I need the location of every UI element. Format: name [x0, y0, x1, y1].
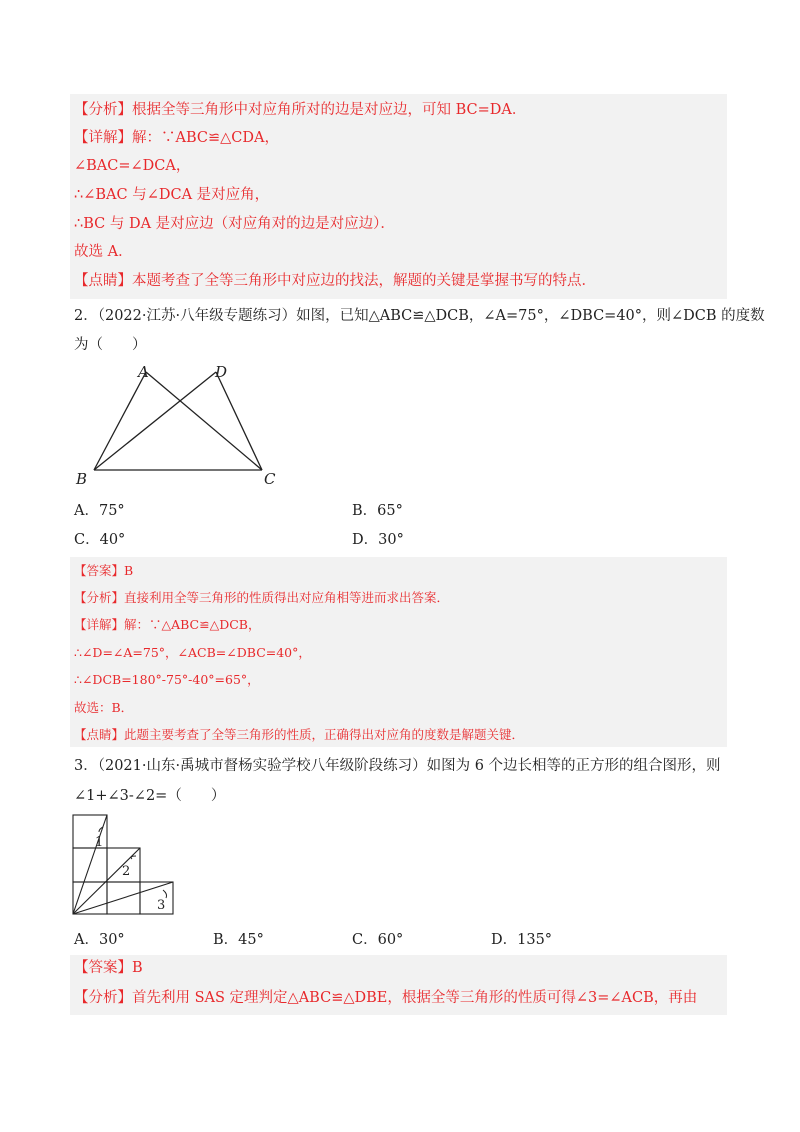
q3-squares-figure — [70, 812, 180, 917]
arc-2 — [131, 856, 136, 859]
label-D: D — [215, 363, 228, 381]
line-BA — [94, 372, 146, 470]
line-BD — [94, 372, 216, 470]
q3-stem-line2: ∠1+∠3-∠2=（ ） — [74, 788, 226, 804]
q2-triangle-figure — [70, 360, 290, 490]
angle-label-2: 2 — [122, 864, 131, 879]
q2-option-d: D．30° — [352, 532, 404, 548]
q2-step1: ∴∠D=∠A=75°，∠ACB=∠DBC=40°， — [74, 645, 311, 660]
label-C: C — [264, 470, 276, 488]
label-A: A — [138, 363, 149, 381]
q1-comment: 【点睛】本题考查了全等三角形中对应边的找法，解题的关键是掌握书写的特点． — [74, 273, 596, 289]
q2-analysis: 【分析】直接利用全等三角形的性质得出对应角相等进而求出答案． — [74, 590, 450, 605]
q3-option-b: B．45° — [213, 932, 264, 948]
q1-choice: 故选 A． — [74, 244, 133, 260]
q3-analysis: 【分析】首先利用 SAS 定理判定△ABC≌△DBE，根据全等三角形的性质可得∠3=∠ACB，再由 — [74, 990, 698, 1006]
angle-label-3: 3 — [157, 898, 166, 913]
label-B: B — [76, 470, 88, 488]
line-AC — [146, 372, 262, 470]
ray-1 — [73, 815, 107, 914]
q1-step1: ∠BAC=∠DCA， — [74, 158, 191, 174]
q3-option-c: C．60° — [352, 932, 404, 948]
arc-3 — [163, 890, 167, 898]
q2-stem-line1: 2．（2022·江苏·八年级专题练习）如图，已知△ABC≌△DCB，∠A=75°，∠DBC=40°，则∠DCB 的度数 — [74, 308, 765, 324]
q2-option-a: A．75° — [74, 503, 125, 519]
line-DC — [216, 372, 262, 470]
q2-detail: 【详解】解：∵△ABC≌△DCB， — [74, 617, 261, 632]
q3-option-d: D．135° — [491, 932, 553, 948]
q2-stem-line2: 为（ ） — [74, 337, 147, 353]
q1-detail: 【详解】解：∵ABC≌△CDA， — [74, 130, 279, 146]
q2-answer: 【答案】B — [74, 563, 134, 578]
q2-comment: 【点睛】此题主要考查了全等三角形的性质，正确得出对应角的度数是解题关键． — [74, 727, 525, 742]
q2-step2: ∴∠DCB=180°-75°-40°=65°， — [74, 672, 260, 687]
q1-step2: ∴∠BAC 与∠DCA 是对应角， — [74, 187, 270, 203]
q2-option-b: B．65° — [352, 503, 403, 519]
q3-stem-line1: 3．（2021·山东·禹城市督杨实验学校八年级阶段练习）如图为 6 个边长相等的正方形的组合图形，则 — [74, 758, 721, 774]
q2-option-c: C．40° — [74, 532, 126, 548]
q3-option-a: A．30° — [74, 932, 125, 948]
q1-analysis: 【分析】根据全等三角形中对应角所对的边是对应边，可知 BC=DA． — [74, 102, 527, 118]
angle-label-1: 1 — [95, 835, 104, 850]
q1-step3: ∴BC 与 DA 是对应边（对应角对的边是对应边）． — [74, 216, 395, 232]
q3-answer: 【答案】B — [74, 960, 143, 976]
q2-choice: 故选：B． — [74, 700, 134, 715]
